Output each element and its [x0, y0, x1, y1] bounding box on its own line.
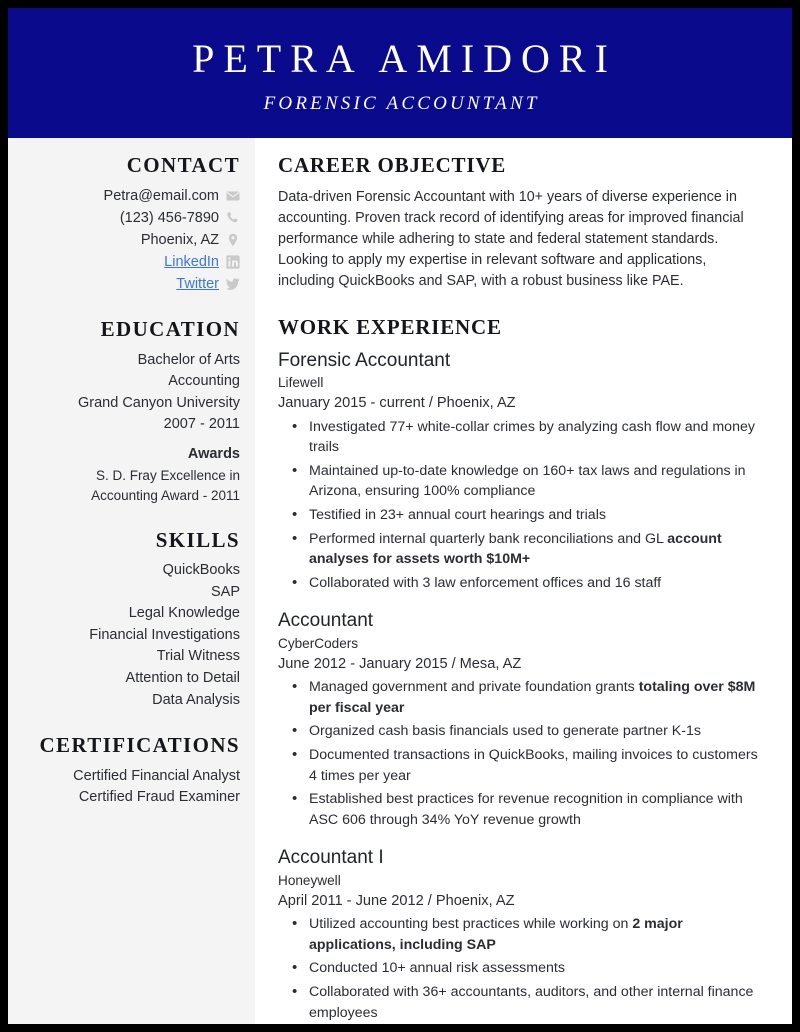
- skill-item: Financial Investigations: [89, 626, 240, 643]
- contact-text: Phoenix, AZ: [140, 232, 219, 249]
- job-meta-separator: /: [451, 655, 456, 672]
- job-entry: [278, 349, 766, 594]
- education-section: [18, 316, 240, 505]
- certifications-list: [18, 766, 240, 809]
- job-bullet: [278, 677, 766, 718]
- resume-body: [8, 138, 792, 1024]
- skill-item: Trial Witness: [156, 648, 240, 665]
- career-objective-heading: CAREER OBJECTIVE: [278, 153, 507, 177]
- location-pin-icon: [226, 233, 240, 247]
- job-bullet: [278, 789, 766, 830]
- job-meta: [278, 393, 766, 413]
- bullet-text: Collaborated with 3 law enforcement offices and 16 staff: [309, 574, 662, 591]
- job-bullet: [278, 982, 766, 1023]
- contact-heading: CONTACT: [126, 153, 240, 177]
- job-bullet: [278, 914, 766, 955]
- job-bullet: [278, 721, 766, 742]
- linkedin-icon: [226, 255, 240, 269]
- job-dates: June 2012 - January 2015: [278, 655, 448, 672]
- job-entry: [278, 609, 766, 830]
- awards-label: Awards: [187, 446, 240, 463]
- main-column: [255, 138, 792, 1024]
- skill-item: QuickBooks: [162, 562, 240, 579]
- bullet-emphasis: 2 major applications, including SAP: [309, 916, 683, 953]
- sidebar: [8, 138, 255, 1024]
- contact-item-location-pin: [18, 229, 240, 251]
- job-bullet: [278, 745, 766, 786]
- contact-link[interactable]: LinkedIn: [164, 254, 219, 271]
- skills-heading: SKILLS: [155, 527, 240, 552]
- bullet-emphasis: account analyses for assets worth $10M+: [309, 530, 722, 568]
- certifications-heading: CERTIFICATIONS: [39, 733, 240, 758]
- job-meta-separator: /: [427, 892, 432, 909]
- contact-item-linkedin[interactable]: [18, 251, 240, 273]
- job-title: Forensic Accountant: [278, 349, 451, 371]
- education-major: Accounting: [168, 373, 240, 390]
- skill-item: Data Analysis: [152, 691, 240, 708]
- bullet-text: Utilized accounting best practices while working on: [309, 916, 633, 933]
- skill-item: SAP: [210, 583, 240, 600]
- job-meta: [278, 654, 766, 674]
- job-bullet-list: [278, 417, 766, 594]
- phone-icon: [226, 211, 240, 225]
- job-company: CyberCoders: [278, 636, 359, 652]
- skill-item: Legal Knowledge: [128, 605, 240, 622]
- bullet-text: Performed internal quarterly bank reconciliations and GL: [309, 530, 668, 547]
- education-school: Grand Canyon University: [78, 394, 240, 411]
- education-heading: EDUCATION: [100, 317, 240, 342]
- contact-text: Petra@email.com: [103, 188, 219, 205]
- contact-item-phone: [18, 207, 240, 229]
- job-meta-separator: /: [428, 395, 433, 412]
- career-objective-section: [278, 152, 766, 292]
- certification-item: Certified Financial Analyst: [73, 767, 240, 784]
- contact-text: (123) 456-7890: [119, 210, 219, 227]
- resume-page: [8, 8, 792, 1024]
- jobs-list: [278, 349, 766, 1023]
- twitter-icon: [226, 277, 240, 291]
- award-line-2: Accounting Award - 2011: [91, 487, 240, 503]
- bullet-text: Organized cash basis financials used to generate partner K-1s: [309, 723, 701, 740]
- job-company: Honeywell: [278, 873, 341, 889]
- bullet-text: Conducted 10+ annual risk assessments: [309, 960, 565, 977]
- job-location: Phoenix, AZ: [436, 395, 516, 412]
- bullet-text: Testified in 23+ annual court hearings and trials: [309, 507, 606, 524]
- work-experience-heading: WORK EXPERIENCE: [278, 314, 502, 339]
- envelope-icon: [226, 189, 240, 203]
- certifications-section: [18, 732, 240, 808]
- job-location: Phoenix, AZ: [435, 892, 515, 909]
- bullet-text: Maintained up-to-date knowledge on 160+ tax laws and regulations in Arizona, ensuring 100% compliance: [309, 462, 746, 500]
- job-bullet: [278, 529, 766, 570]
- job-bullet: [278, 573, 766, 594]
- contact-link[interactable]: Twitter: [176, 276, 219, 293]
- job-bullet: [278, 417, 766, 458]
- skills-list: [18, 560, 240, 711]
- job-company: Lifewell: [278, 375, 324, 391]
- candidate-job-title: FORENSIC ACCOUNTANT: [263, 93, 540, 114]
- education-years: 2007 - 2011: [163, 416, 240, 433]
- job-dates: January 2015 - current: [278, 395, 425, 412]
- skills-section: [18, 527, 240, 711]
- job-location: Mesa, AZ: [459, 655, 522, 672]
- career-objective-text: Data-driven Forensic Accountant with 10+ years of diverse experience in accounting. Proven track record of identifying areas for improved financial performance while adhering to state and federal statement standards. Looking to apply my expertise in relevant software and applications, including QuickBooks and SAP, with a robust business like PAE.: [278, 189, 744, 289]
- contact-item-envelope: [18, 185, 240, 207]
- award-line-1: S. D. Fray Excellence in: [95, 467, 240, 483]
- contact-item-twitter[interactable]: [18, 273, 240, 295]
- candidate-name: PETRA AMIDORI: [192, 36, 617, 81]
- skill-item: Attention to Detail: [125, 670, 240, 687]
- job-bullet: [278, 461, 766, 502]
- bullet-text: Collaborated with 36+ accountants, auditors, and other internal finance employees: [309, 984, 754, 1021]
- resume-header: [8, 8, 792, 138]
- job-dates: April 2011 - June 2012: [278, 892, 424, 909]
- job-bullet-list: [278, 914, 766, 1023]
- bullet-text: Established best practices for revenue recognition in compliance with ASC 606 through 34% YoY revenue growth: [309, 791, 743, 828]
- job-bullet: [278, 505, 766, 526]
- education-degree: Bachelor of Arts: [137, 351, 240, 368]
- bullet-text: Documented transactions in QuickBooks, mailing invoices to customers 4 times per year: [309, 747, 758, 784]
- job-title: Accountant: [278, 610, 374, 632]
- work-experience-section: [278, 314, 766, 1024]
- bullet-emphasis: totaling over $8M per fiscal year: [309, 679, 756, 716]
- job-meta: [278, 891, 766, 911]
- job-bullet-list: [278, 677, 766, 830]
- contact-section: [18, 152, 240, 295]
- job-bullet: [278, 958, 766, 979]
- job-title: Accountant I: [278, 847, 384, 869]
- job-entry: [278, 846, 766, 1023]
- bullet-text: Managed government and private foundation grants: [309, 679, 639, 696]
- bullet-text: Investigated 77+ white-collar crimes by analyzing cash flow and money trails: [309, 418, 755, 456]
- contact-list: [18, 185, 240, 295]
- certification-item: Certified Fraud Examiner: [78, 789, 240, 806]
